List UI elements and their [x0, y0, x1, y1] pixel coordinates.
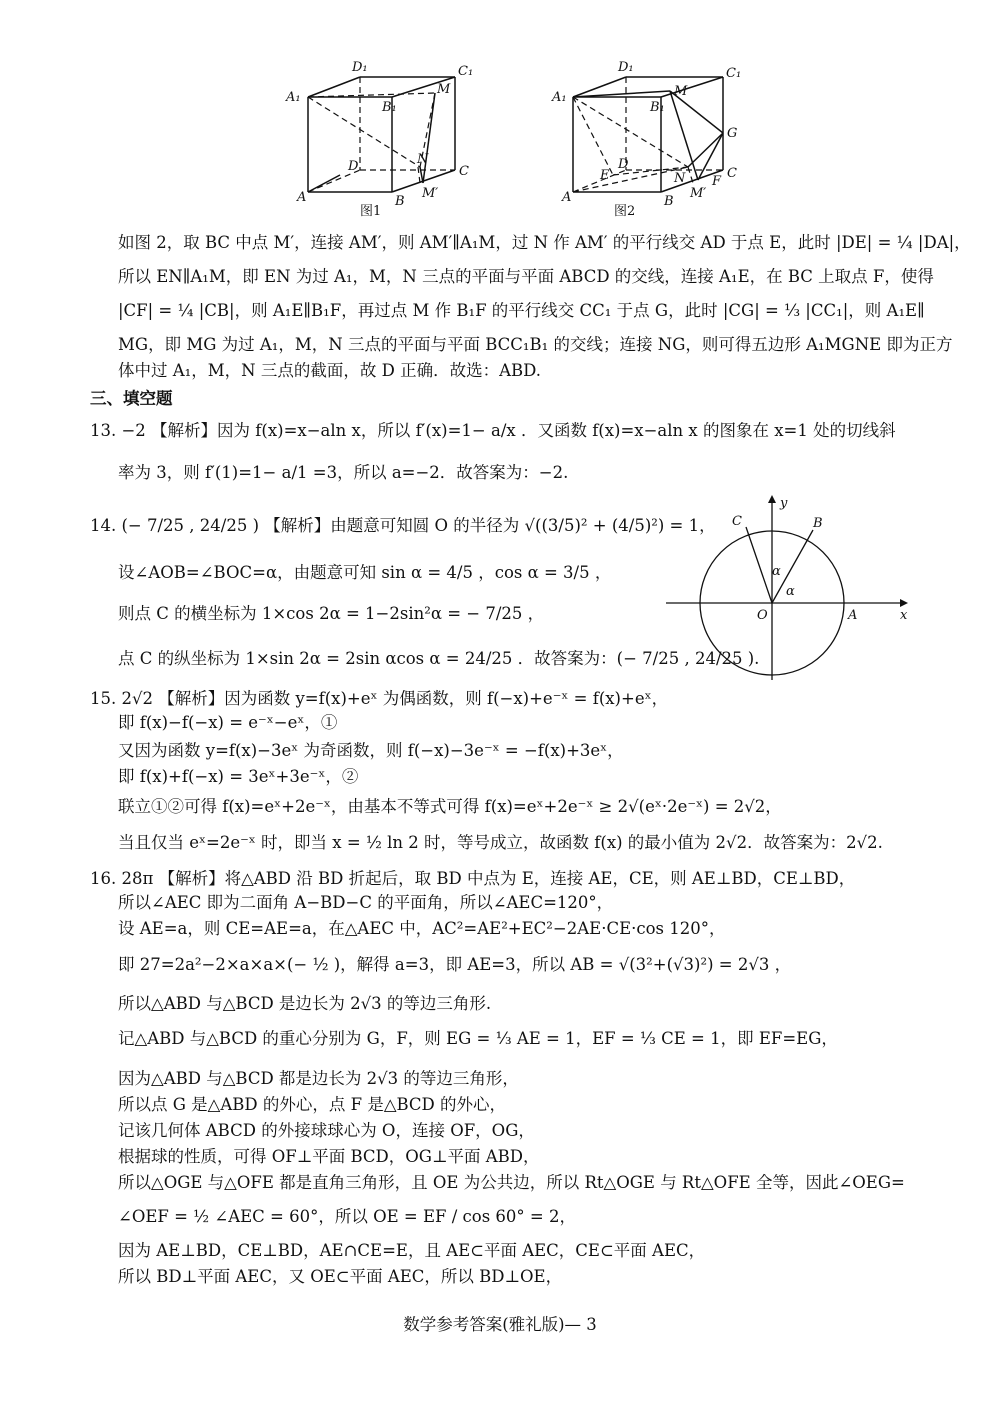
label-G: G	[727, 126, 738, 141]
label-N: N	[674, 171, 686, 186]
q16-line: 根据球的性质，可得 OF⊥平面 BCD，OG⊥平面 ABD，	[118, 1147, 540, 1166]
q14-line: 设∠AOB=∠BOC=α，由题意可知 sin α = 4/5 ，cos α = 3/5 ，	[118, 563, 612, 582]
label-D: D	[618, 157, 629, 172]
figure-2-caption: 图2	[614, 204, 636, 219]
label-B: B	[395, 194, 405, 209]
q16-line: 所以∠AEC 即为二面角 A−BD−C 的平面角，所以∠AEC=120°，	[118, 893, 614, 912]
q15-line: 即 f(x)+f(−x) = 3eˣ+3e⁻ˣ，②	[118, 767, 359, 786]
q16-line: 记该几何体 ABCD 的外接球球心为 O，连接 OF，OG，	[118, 1121, 535, 1140]
label-C1: C₁	[458, 64, 474, 79]
q16-line: 16. 28π 【解析】将△ABD 沿 BD 折起后，取 BD 中点为 E，连接 AE，CE，则 AE⊥BD，CE⊥BD，	[90, 869, 856, 888]
label-B1: B₁	[382, 100, 397, 115]
label-alpha-2: α	[786, 584, 795, 599]
label-C1: C₁	[726, 66, 742, 81]
q16-line: 因为 AE⊥BD，CE⊥BD，AE∩CE=E，且 AE⊂平面 AEC，CE⊂平面 AEC，	[118, 1241, 706, 1260]
label-C: C	[727, 166, 737, 181]
label-D1: D₁	[618, 60, 634, 75]
label-B1: B₁	[650, 100, 665, 115]
text-line: 如图 2，取 BC 中点 M′，连接 AM′，则 AM′∥A₁M，过 N 作 AM′ 的平行线交 AD 于点 E，此时 |DE| = ¼ |DA|，	[118, 233, 971, 252]
figure-1-caption: 图1	[360, 204, 382, 219]
text-line: |CF| = ¼ |CB|，则 A₁E∥B₁F，再过点 M 作 B₁F 的平行线交 CC₁ 于点 G，此时 |CG| = ⅓ |CC₁|，则 A₁E∥	[118, 301, 925, 320]
label-M-prime: M′	[690, 186, 707, 201]
label-y-axis: y	[780, 496, 788, 511]
label-C: C	[732, 514, 742, 529]
label-N: N	[417, 152, 429, 167]
label-D1: D₁	[352, 60, 368, 75]
q16-line: 设 AE=a，则 CE=AE=a，在△AEC 中，AC²=AE²+EC²−2AE·CE·cos 120°，	[118, 919, 726, 938]
q16-line: 所以点 G 是△ABD 的外心，点 F 是△BCD 的外心，	[118, 1095, 507, 1114]
label-M-prime: M′	[422, 186, 439, 201]
cube-figure-1	[280, 55, 480, 220]
cube-figure-2	[548, 55, 748, 220]
page-footer: 数学参考答案(雅礼版)— 3	[403, 1315, 597, 1334]
label-M: M	[674, 84, 688, 99]
q16-line: 记△ABD 与△BCD 的重心分别为 G，F，则 EG = ⅓ AE = 1，EF = ⅓ CE = 1，即 EF=EG，	[118, 1029, 838, 1048]
section-heading: 三、填空题	[90, 389, 173, 408]
q15-line: 联立①②可得 f(x)=eˣ+2e⁻ˣ，由基本不等式可得 f(x)=eˣ+2e⁻ˣ ≥ 2√(eˣ·2e⁻ˣ) = 2√2，	[118, 797, 782, 816]
q13-line: 率为 3，则 f′(1)=1− a/1 =3，所以 a=−2．故答案为：−2.	[118, 463, 569, 482]
label-B: B	[813, 516, 823, 531]
label-D: D	[348, 159, 359, 174]
label-x-axis: x	[900, 608, 908, 623]
text-line: 所以 EN∥A₁M，即 EN 为过 A₁，M，N 三点的平面与平面 ABCD 的交线，连接 A₁E，在 BC 上取点 F，使得	[118, 267, 934, 286]
q16-line: ∠OEF = ½ ∠AEC = 60°，所以 OE = EF / cos 60° = 2，	[118, 1207, 576, 1226]
label-A: A	[848, 608, 858, 623]
label-A: A	[297, 190, 307, 205]
label-A1: A₁	[286, 90, 301, 105]
text-line: 体中过 A₁，M，N 三点的截面，故 D 正确．故选：ABD.	[118, 361, 541, 380]
text-line: MG，即 MG 为过 A₁，M，N 三点的平面与平面 BCC₁B₁ 的交线；连接 NG，则可得五边形 A₁MGNE 即为正方	[118, 335, 953, 354]
q16-line: 所以△ABD 与△BCD 是边长为 2√3 的等边三角形.	[118, 994, 492, 1013]
q14-line: 点 C 的纵坐标为 1×sin 2α = 2sin αcos α = 24/25 ．故答案为：(− 7/25 , 24/25 ).	[118, 649, 760, 668]
q14-line: 14. (− 7/25 , 24/25 ) 【解析】由题意可知圆 O 的半径为 √((3/5)² + (4/5)²) = 1，	[90, 516, 716, 535]
q15-line: 当且仅当 eˣ=2e⁻ˣ 时，即当 x = ½ ln 2 时，等号成立，故函数 f(x) 的最小值为 2√2．故答案为：2√2.	[118, 833, 883, 852]
label-F: F	[712, 174, 722, 189]
label-B: B	[664, 194, 674, 209]
q15-line: 15. 2√2 【解析】因为函数 y=f(x)+eˣ 为偶函数，则 f(−x)+e⁻ˣ = f(x)+eˣ，	[90, 689, 669, 708]
label-E: E	[600, 168, 610, 183]
q16-line: 所以△OGE 与△OFE 都是直角三角形，且 OE 为公共边，所以 Rt△OGE 与 Rt△OFE 全等，因此∠OEG=	[118, 1173, 905, 1192]
label-alpha-1: α	[772, 564, 781, 579]
q16-line: 因为△ABD 与△BCD 都是边长为 2√3 的等边三角形，	[118, 1069, 519, 1088]
q14-line: 则点 C 的横坐标为 1×cos 2α = 1−2sin²α = − 7/25 ，	[118, 604, 545, 623]
label-C: C	[459, 164, 469, 179]
label-M: M	[437, 82, 451, 97]
q15-line: 即 f(x)−f(−x) = e⁻ˣ−eˣ，①	[118, 713, 338, 732]
q15-line: 又因为函数 y=f(x)−3eˣ 为奇函数，则 f(−x)−3e⁻ˣ = −f(x)+3eˣ，	[118, 741, 624, 760]
q16-line: 即 27=2a²−2×a×a×(− ½ )，解得 a=3，即 AE=3，所以 AB = √(3²+(√3)²) = 2√3 ，	[118, 955, 792, 974]
q16-line: 所以 BD⊥平面 AEC，又 OE⊂平面 AEC，所以 BD⊥OE，	[118, 1267, 563, 1286]
label-O: O	[757, 608, 768, 623]
label-A: A	[562, 190, 572, 205]
q13-line: 13. −2 【解析】因为 f(x)=x−aln x，所以 f′(x)=1− a/x ．又函数 f(x)=x−aln x 的图象在 x=1 处的切线斜	[90, 421, 896, 440]
label-A1: A₁	[552, 90, 567, 105]
